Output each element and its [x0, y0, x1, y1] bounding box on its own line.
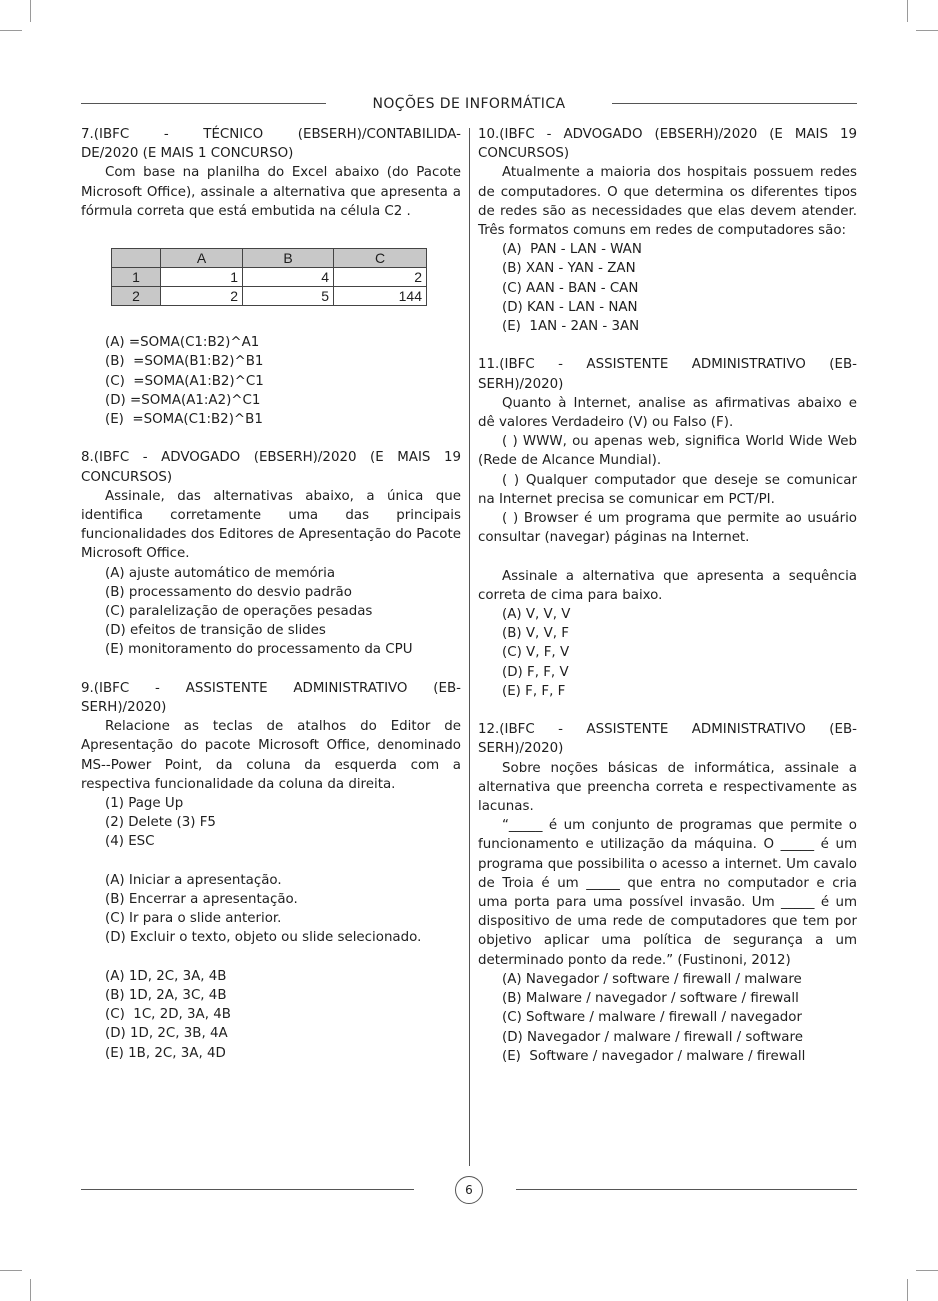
answer-option: (D) Navegador / malware / firewall / software [502, 1029, 803, 1045]
question-text: Relacione as teclas de atalhos do Editor de Apresentação do pacote Microsoft Office, denominado MS--Power Point, da coluna da esquerda com a respectiva funcionalidade da coluna da direita. [81, 719, 461, 792]
spacer [478, 547, 857, 566]
spacer [81, 429, 461, 448]
excel-table [111, 248, 427, 306]
function-item: (B) Encerrar a apresentação. [105, 892, 298, 908]
question-title: SERH)/2020) [81, 700, 167, 716]
table-cell: 2 [334, 268, 427, 287]
answer-option: (E) F, F, F [502, 683, 566, 699]
table-cell: 1 [161, 268, 243, 287]
answer-option: (A) Navegador / software / firewall / malware [502, 971, 802, 987]
answer-option: (E) 1AN - 2AN - 3AN [502, 319, 640, 335]
answer-option: (C) 1C, 2D, 3A, 4B [105, 1007, 231, 1023]
crop-mark [916, 30, 938, 31]
statement-item: ( ) Browser é um programa que permite ao usuário consultar (navegar) páginas na Internet. [478, 511, 857, 546]
question-title: 10.(IBFC - ADVOGADO (EBSERH)/2020 (E MAIS 19 [478, 127, 857, 142]
answer-option: (B) V, V, F [502, 626, 569, 642]
answer-option: (A) PAN - LAN - WAN [502, 242, 642, 258]
shortcut-key-item: (2) Delete (3) F5 [105, 815, 216, 831]
question-title: 9.(IBFC - ASSISTENTE ADMINISTRATIVO (EB- [81, 680, 461, 696]
row-header-cell: 2 [112, 287, 161, 306]
question-text: Atualmente a maioria dos hospitais possuem redes de computadores. O que determina os diferentes tipos de redes são as necessidades que elas devem atender. Três formatos comuns em redes de computadores são: [478, 165, 857, 239]
table-cell: 5 [243, 287, 334, 306]
question-title: SERH)/2020) [478, 741, 564, 757]
answer-option: (A) ajuste automático de memória [105, 565, 336, 581]
question-title: SERH)/2020) [478, 376, 564, 392]
spacer [81, 306, 461, 333]
question-title: 12.(IBFC - ASSISTENTE ADMINISTRATIVO (EB- [478, 722, 857, 738]
answer-option: (B) XAN - YAN - ZAN [502, 261, 636, 277]
answer-option: (D) efeitos de transição de slides [105, 623, 326, 639]
question-9 [81, 679, 461, 1063]
answer-option: (D) =SOMA(A1:A2)^C1 [105, 392, 261, 408]
spacer [81, 660, 461, 679]
answer-option: (B) =SOMA(B1:B2)^B1 [105, 354, 264, 370]
question-title: 7.(IBFC - TÉCNICO (EBSERH)/CONTABILIDA- [81, 127, 461, 142]
spacer [478, 701, 857, 720]
crop-mark [30, 1279, 31, 1301]
answer-option: (C) V, F, V [502, 645, 570, 661]
crop-mark [0, 30, 22, 31]
shortcut-key-item: (4) ESC [105, 834, 155, 850]
shortcut-key-item: (1) Page Up [105, 796, 184, 812]
question-8 [81, 448, 461, 659]
question-title: 11.(IBFC - ASSISTENTE ADMINISTRATIVO (EB- [478, 357, 857, 373]
question-text: Com base na planilha do Excel abaixo (do Pacote Microsoft Office), assinale a alternativa que apresenta a fórmula correta que está embutida na célula C2 . [81, 165, 461, 219]
answer-option: (B) processamento do desvio padrão [105, 584, 352, 600]
row-header-cell: 1 [112, 268, 161, 287]
answer-option: (A) 1D, 2C, 3A, 4B [105, 968, 227, 984]
spacer [478, 336, 857, 355]
question-text: Assinale, das alternativas abaixo, a única que identifica corretamente uma das principais funcionalidades dos Editores de Apresentação do Pacote Microsoft Office. [81, 488, 461, 562]
table-header-cell: B [243, 249, 334, 268]
statement-item: ( ) WWW, ou apenas web, significa World Wide Web (Rede de Alcance Mundial). [478, 434, 857, 469]
crop-mark [916, 1270, 938, 1271]
answer-option: (C) paralelização de operações pesadas [105, 604, 373, 620]
table-header-cell: A [161, 249, 243, 268]
answer-option: (A) =SOMA(C1:B2)^A1 [105, 335, 260, 351]
table-cell: 2 [161, 287, 243, 306]
answer-option: (C) AAN - BAN - CAN [502, 280, 639, 296]
table-row [112, 287, 427, 306]
question-quote: “_____ é um conjunto de programas que permite o funcionamento e utilização da máquina. O _____ é um programa que possibilita o acesso a internet. Um cavalo de Troia é um _____ que entra no computador e cria uma porta para uma possível invasão. Um _____ é um dispositivo de uma rede de computadores que tem por objetivo aplicar uma política de segurança a um determinado ponto da rede.” (Fustinoni, 2012) [478, 818, 857, 968]
table-header-row [112, 249, 427, 268]
answer-option: (E) 1B, 2C, 3A, 4D [105, 1045, 226, 1061]
answer-option: (C) =SOMA(A1:B2)^C1 [105, 373, 264, 389]
answer-option: (A) V, V, V [502, 607, 571, 623]
question-title: CONCURSOS) [478, 146, 570, 162]
crop-mark [0, 1270, 22, 1271]
question-title: 8.(IBFC - ADVOGADO (EBSERH)/2020 (E MAIS 19 [81, 450, 461, 466]
table-cell: 144 [334, 287, 427, 306]
function-item: (A) Iniciar a apresentação. [105, 872, 282, 888]
page-number: 6 [455, 1176, 483, 1204]
right-column [478, 125, 857, 1066]
answer-option: (C) Software / malware / firewall / navegador [502, 1010, 802, 1026]
crop-mark [907, 1279, 908, 1301]
answer-option: (D) KAN - LAN - NAN [502, 299, 638, 315]
column-divider [469, 128, 470, 1166]
spacer [81, 852, 461, 871]
page-header-title: NOÇÕES DE INFORMÁTICA [372, 96, 566, 112]
crop-mark [907, 0, 908, 22]
function-item: (D) Excluir o texto, objeto ou slide selecionado. [105, 930, 422, 946]
spacer [81, 221, 461, 240]
answer-option: (E) monitoramento do processamento da CPU [105, 642, 413, 658]
question-7 [81, 125, 461, 429]
table-row [112, 268, 427, 287]
left-column [81, 125, 461, 1063]
question-title: CONCURSOS) [81, 469, 173, 485]
question-text: Sobre noções básicas de informática, assinale a alternativa que preencha correta e respectivamente as lacunas. [478, 760, 857, 815]
answer-option: (E) =SOMA(C1:B2)^B1 [105, 412, 263, 428]
footer-rule-left [81, 1189, 414, 1190]
answer-option: (B) 1D, 2A, 3C, 4B [105, 988, 227, 1004]
function-item: (C) Ir para o slide anterior. [105, 911, 282, 927]
statement-item: ( ) Qualquer computador que deseje se comunicar na Internet precisa se comunicar em PCT/PI. [478, 472, 857, 507]
question-title: DE/2020 (E MAIS 1 CONCURSO) [81, 146, 294, 162]
table-cell: 4 [243, 268, 334, 287]
question-12 [478, 720, 857, 1066]
question-10 [478, 125, 857, 336]
answer-option: (E) Software / navegador / malware / firewall [502, 1048, 806, 1064]
answer-option: (D) F, F, V [502, 664, 569, 680]
footer-rule-right [516, 1189, 857, 1190]
table-header-cell: C [334, 249, 427, 268]
question-11 [478, 355, 857, 701]
question-instruction: Assinale a alternativa que apresenta a sequência correta de cima para baixo. [478, 568, 857, 603]
header-rule-right [612, 103, 857, 104]
answer-option: (D) 1D, 2C, 3B, 4A [105, 1026, 228, 1042]
spacer [81, 948, 461, 967]
crop-mark [30, 0, 31, 22]
answer-option: (B) Malware / navegador / software / firewall [502, 991, 799, 1007]
table-header-cell [112, 249, 161, 268]
question-text: Quanto à Internet, analise as afirmativas abaixo e dê valores Verdadeiro (V) ou Falso (F). [478, 395, 857, 431]
